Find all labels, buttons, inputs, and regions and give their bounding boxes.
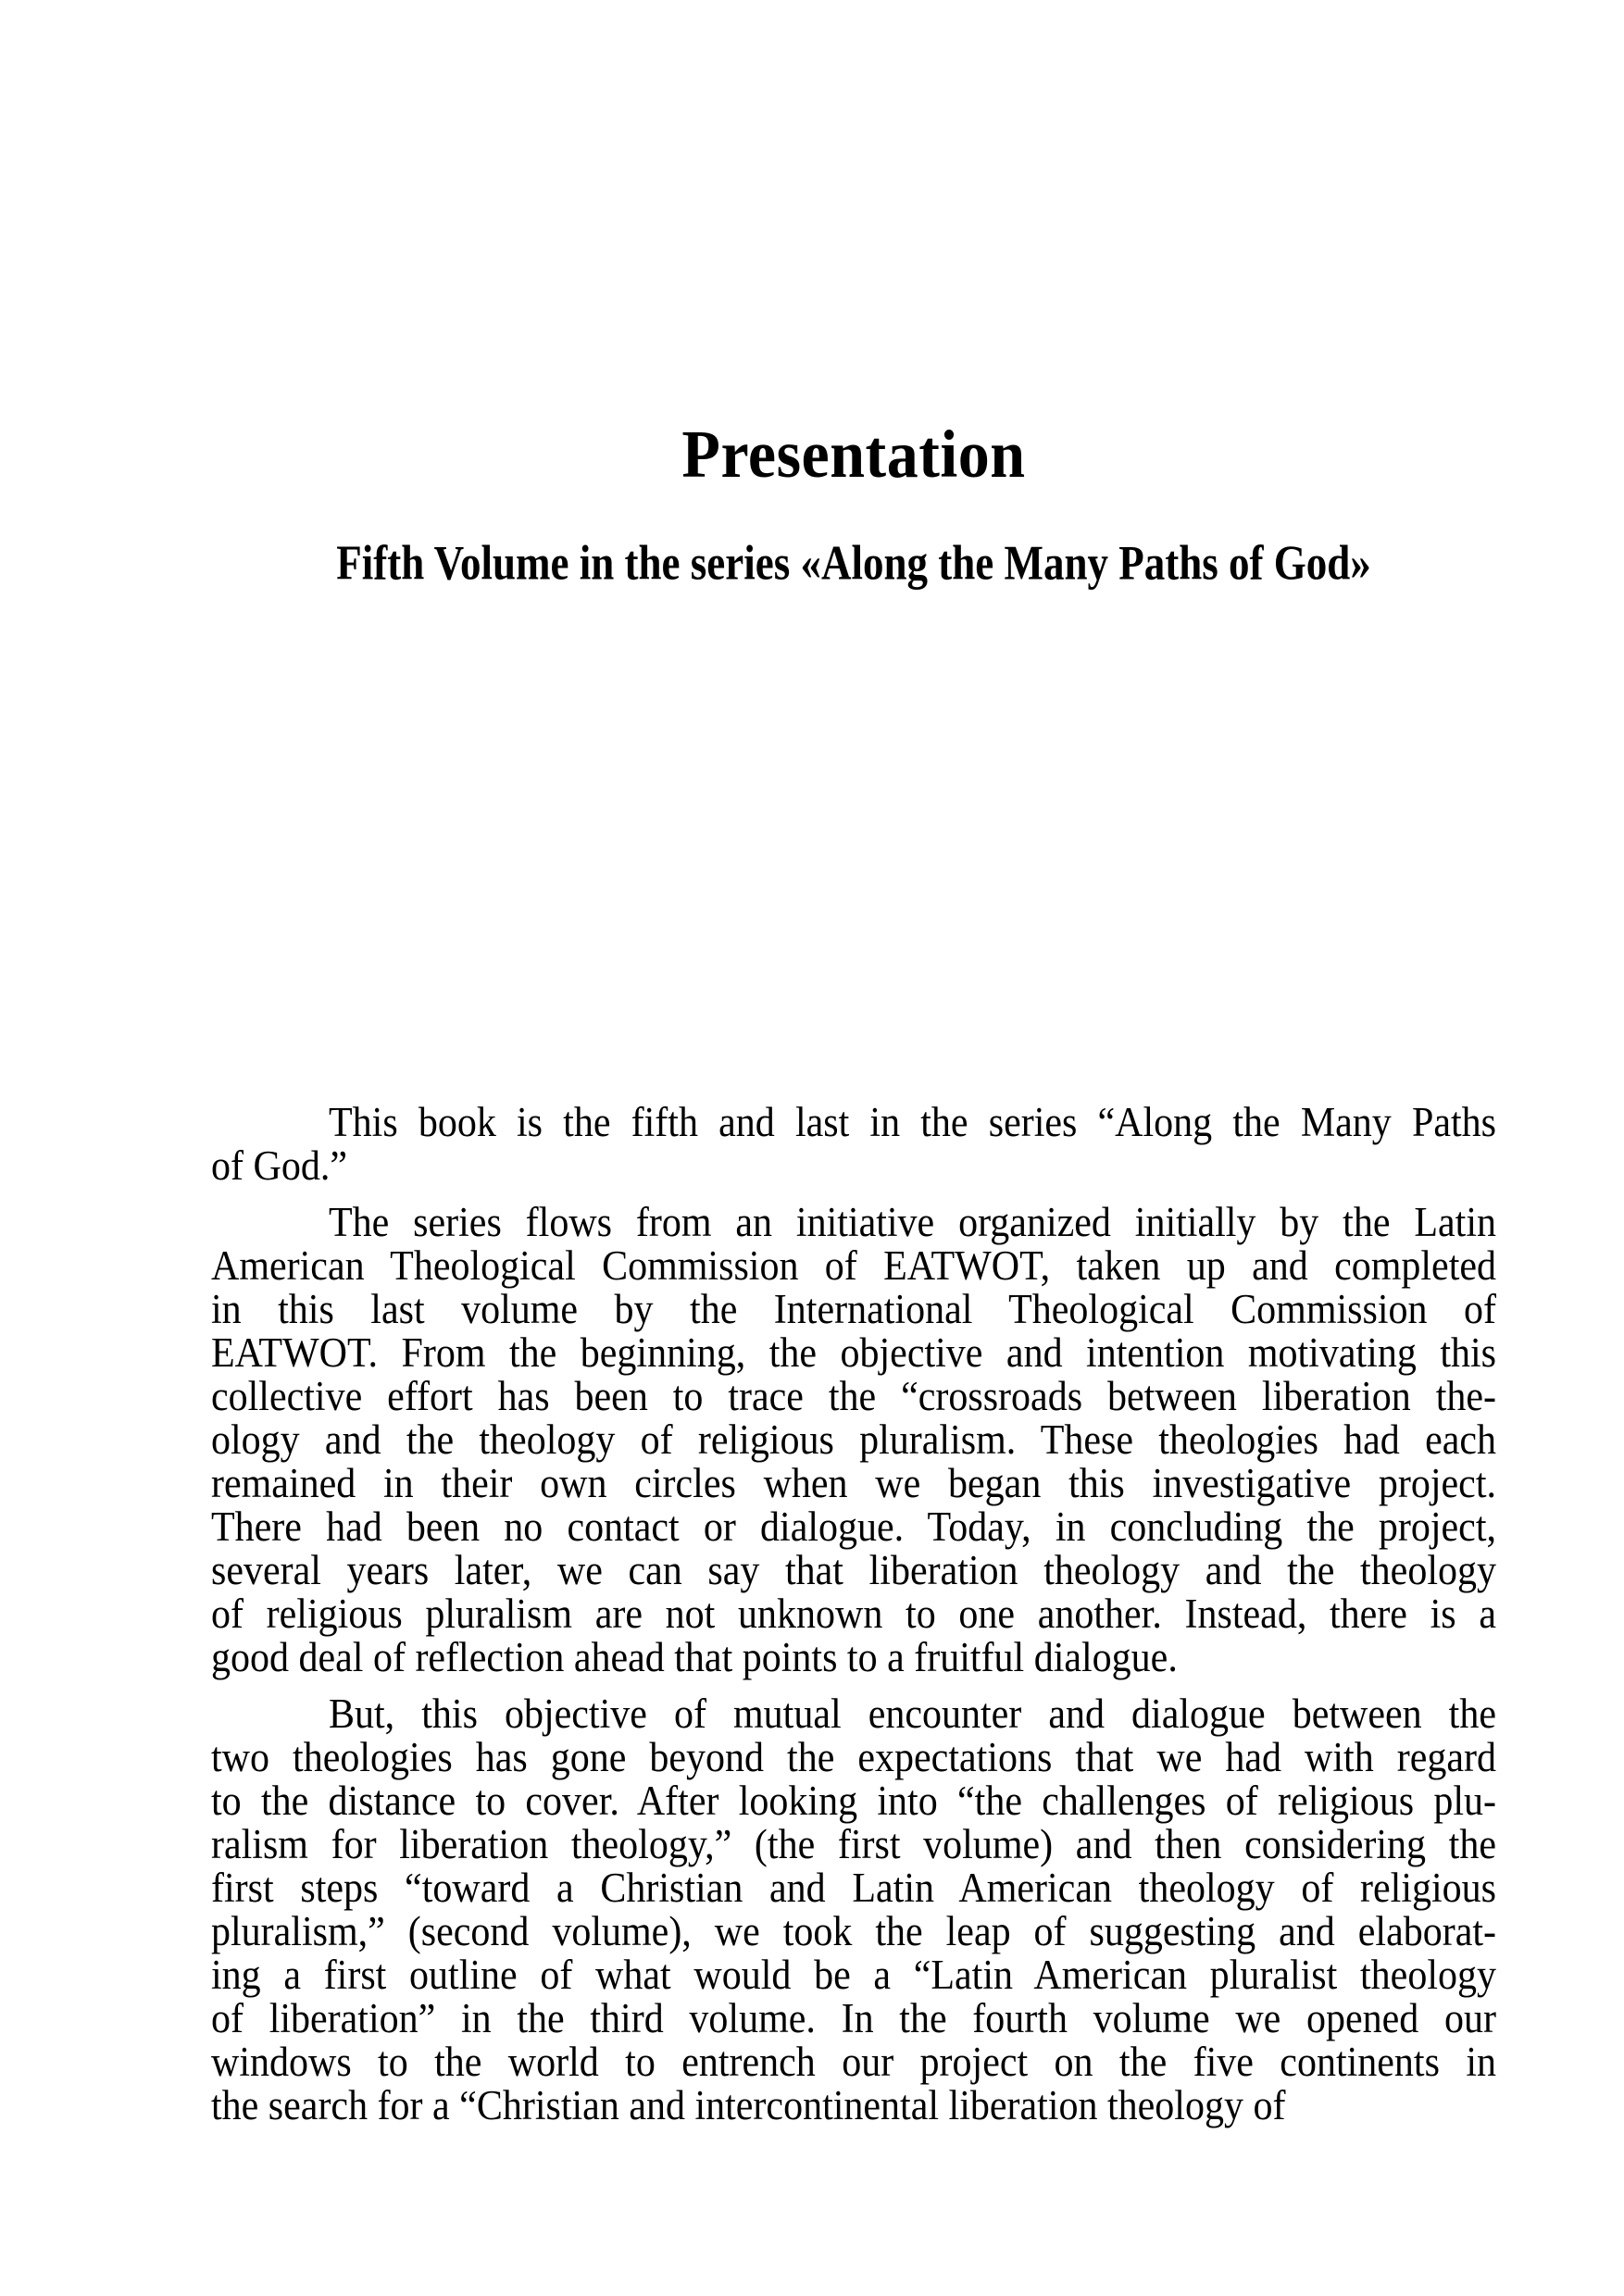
page-subtitle: Fifth Volume in the series «Along the Many Paths of God» — [336, 535, 1371, 591]
text-line: ralism for liberation theology,” (the first volume) and then considering the — [211, 1822, 1496, 1868]
text-line: of God.” — [211, 1143, 347, 1190]
text-line: the search for a “Christian and intercontinental liberation theology of — [211, 2083, 1286, 2129]
text-line: several years later, we can say that liberation theology and the theology — [211, 1548, 1496, 1594]
text-line: ing a first outline of what would be a “Latin American pluralist theology — [211, 1953, 1496, 1999]
text-line: EATWOT. From the beginning, the objective and intention motivating this — [211, 1330, 1496, 1377]
text-line: windows to the world to entrench our project on the five continents in — [211, 2040, 1496, 2086]
text-line: There had been no contact or dialogue. Today, in concluding the project, — [211, 1504, 1496, 1551]
paragraph — [211, 1102, 1496, 1189]
text-line: ology and the theology of religious pluralism. These theologies had each — [211, 1417, 1496, 1464]
text-line: in this last volume by the International Theological Commission of — [211, 1287, 1496, 1333]
text-line: first steps “toward a Christian and Latin American theology of religious — [211, 1866, 1496, 1912]
body-text — [211, 1102, 1496, 2128]
text-line: remained in their own circles when we began this investigative project. — [211, 1461, 1496, 1507]
paragraph — [211, 1693, 1496, 2128]
text-line: The series flows from an initiative organized initially by the Latin — [329, 1200, 1496, 1246]
text-line: to the distance to cover. After looking into “the challenges of religious plu- — [211, 1778, 1496, 1825]
text-line: of liberation” in the third volume. In the fourth volume we opened our — [211, 1996, 1496, 2042]
paragraph — [211, 1202, 1496, 1680]
text-line: American Theological Commission of EATWOT, taken up and completed — [211, 1243, 1496, 1290]
text-line: pluralism,” (second volume), we took the leap of suggesting and elaborat- — [211, 1909, 1496, 1955]
text-line: collective effort has been to trace the “crossroads between liberation the- — [211, 1374, 1496, 1420]
text-line: of religious pluralism are not unknown to one another. Instead, there is a — [211, 1591, 1496, 1638]
text-line: two theologies has gone beyond the expectations that we had with regard — [211, 1735, 1496, 1781]
page-title: Presentation — [681, 415, 1026, 493]
text-line: good deal of reflection ahead that points to a fruitful dialogue. — [211, 1635, 1178, 1681]
text-line: This book is the fifth and last in the series “Along the Many Paths — [329, 1100, 1496, 1146]
text-line: But, this objective of mutual encounter and dialogue between the — [329, 1691, 1496, 1738]
